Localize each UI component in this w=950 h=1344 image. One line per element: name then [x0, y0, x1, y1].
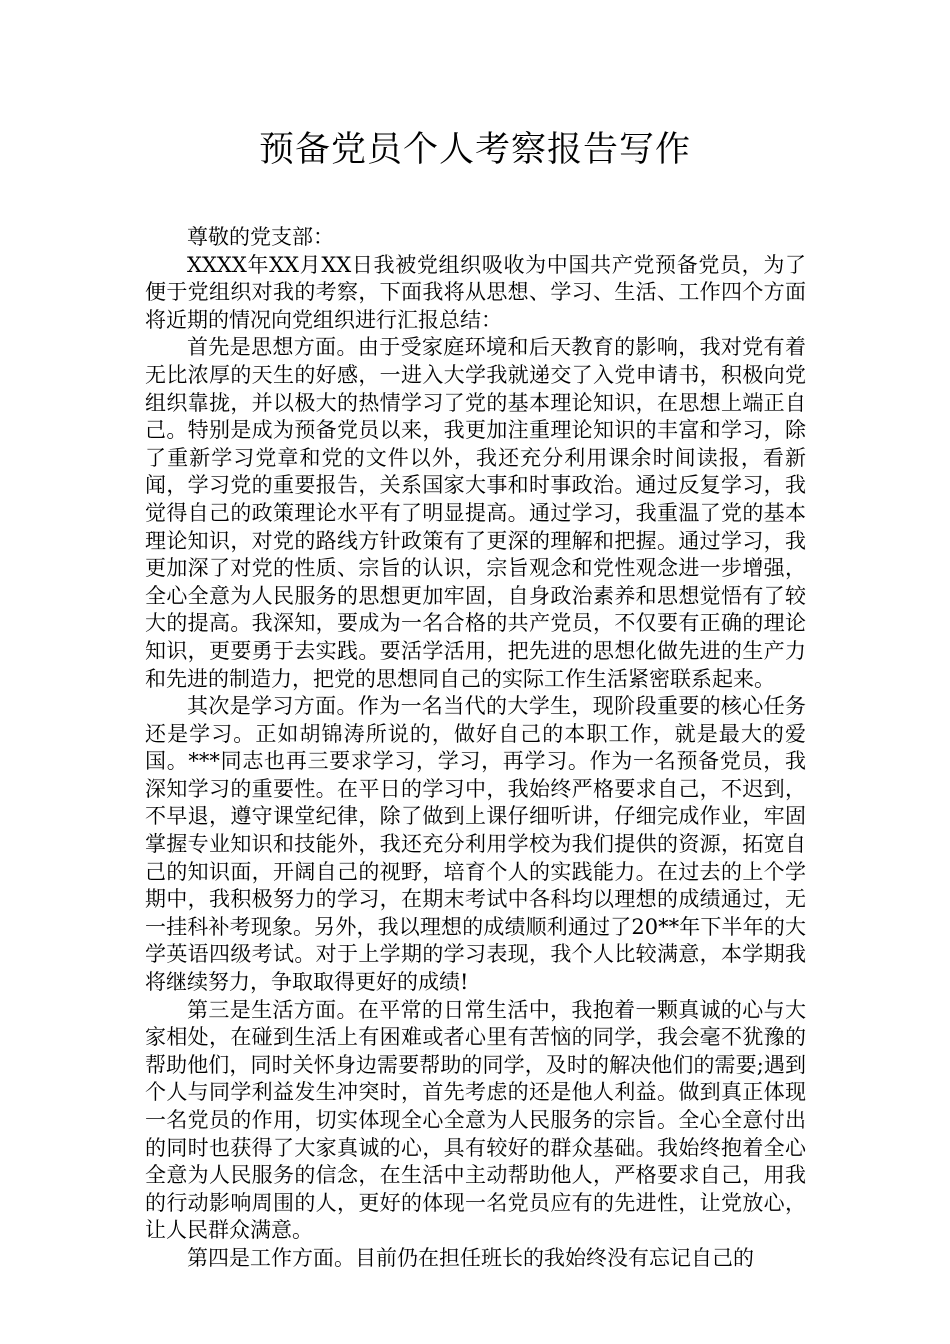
salutation: 尊敬的党支部：	[187, 225, 334, 249]
paragraph-study: 其次是学习方面。作为一名当代的大学生，现阶段重要的核心任务还是学习。正如胡锦涛所说的，做好自己的本职工作，就是最大的爱国。***同志也再三要求学习，学习，再学习。作为一名预备党员，我深知学习的重要性。在平日的学习中，我始终严格要求自己，不迟到，不早退，遵守课堂纪律，除了做到上课仔细听讲，仔细完成作业，牢固掌握专业知识和技能外，我还充分利用学校为我们提供的资源，拓宽自己的知识面，开阔自己的视野，培育个人的实践能力。在过去的上个学期中，我积极努力的学习，在期末考试中各科均以理想的成绩通过，无一挂科补考现象。另外，我以理想的成绩顺利通过了20**年下半年的大学英语四级考试。对于上学期的学习表现，我个人比较满意，本学期我将继续努力，争取取得更好的成绩!	[145, 694, 806, 995]
paragraph-intro: XXXX年XX月XX日我被党组织吸收为中国共产党预备党员，为了便于党组织对我的考察，下面我将从思想、学习、生活、工作四个方面将近期的情况向党组织进行汇报总结：	[145, 252, 806, 332]
document-body	[145, 224, 806, 1273]
document-title: 预备党员个人考察报告写作	[258, 130, 691, 170]
paragraph-work: 第四是工作方面。目前仍在担任班长的我始终没有忘记自己的	[187, 1245, 754, 1270]
paragraph-life: 第三是生活方面。在平常的日常生活中，我抱着一颗真诚的心与大家相处，在碰到生活上有困难或者心里有苦恼的同学，我会毫不犹豫的帮助他们，同时关怀身边需要帮助的同学，及时的解决他们的需要;遇到个人与同学利益发生冲突时，首先考虑的还是他人利益。做到真正体现一名党员的作用，切实体现全心全意为人民服务的宗旨。全心全意付出的同时也获得了大家真诚的心，具有较好的群众基础。我始终抱着全心全意为人民服务的信念，在生活中主动帮助他人，严格要求自己，用我的行动影响周围的人，更好的体现一名党员应有的先进性，让党放心，让人民群众满意。	[145, 997, 806, 1243]
paragraph-thought: 首先是思想方面。由于受家庭环境和后天教育的影响，我对党有着无比浓厚的天生的好感，一进入大学我就递交了入党申请书，积极向党组织靠拢，并以极大的热情学习了党的基本理论知识，在思想上端正自己。特别是成为预备党员以来，我更加注重理论知识的丰富和学习，除了重新学习党章和党的文件以外，我还充分利用课余时间读报，看新闻，学习党的重要报告，关系国家大事和时事政治。通过反复学习，我觉得自己的政策理论水平有了明显提高。通过学习，我重温了党的基本理论知识，对党的路线方针政策有了更深的理解和把握。通过学习，我更加深了对党的性质、宗旨的认识，宗旨观念和党性观念进一步增强，全心全意为人民服务的思想更加牢固，自身政治素养和思想觉悟有了较大的提高。我深知，要成为一名合格的共产党员，不仅要有正确的理论知识，更要勇于去实践。要活学活用，把先进的思想化做先进的生产力和先进的制造力，把党的思想同自己的实际工作生活紧密联系起来。	[145, 335, 806, 691]
